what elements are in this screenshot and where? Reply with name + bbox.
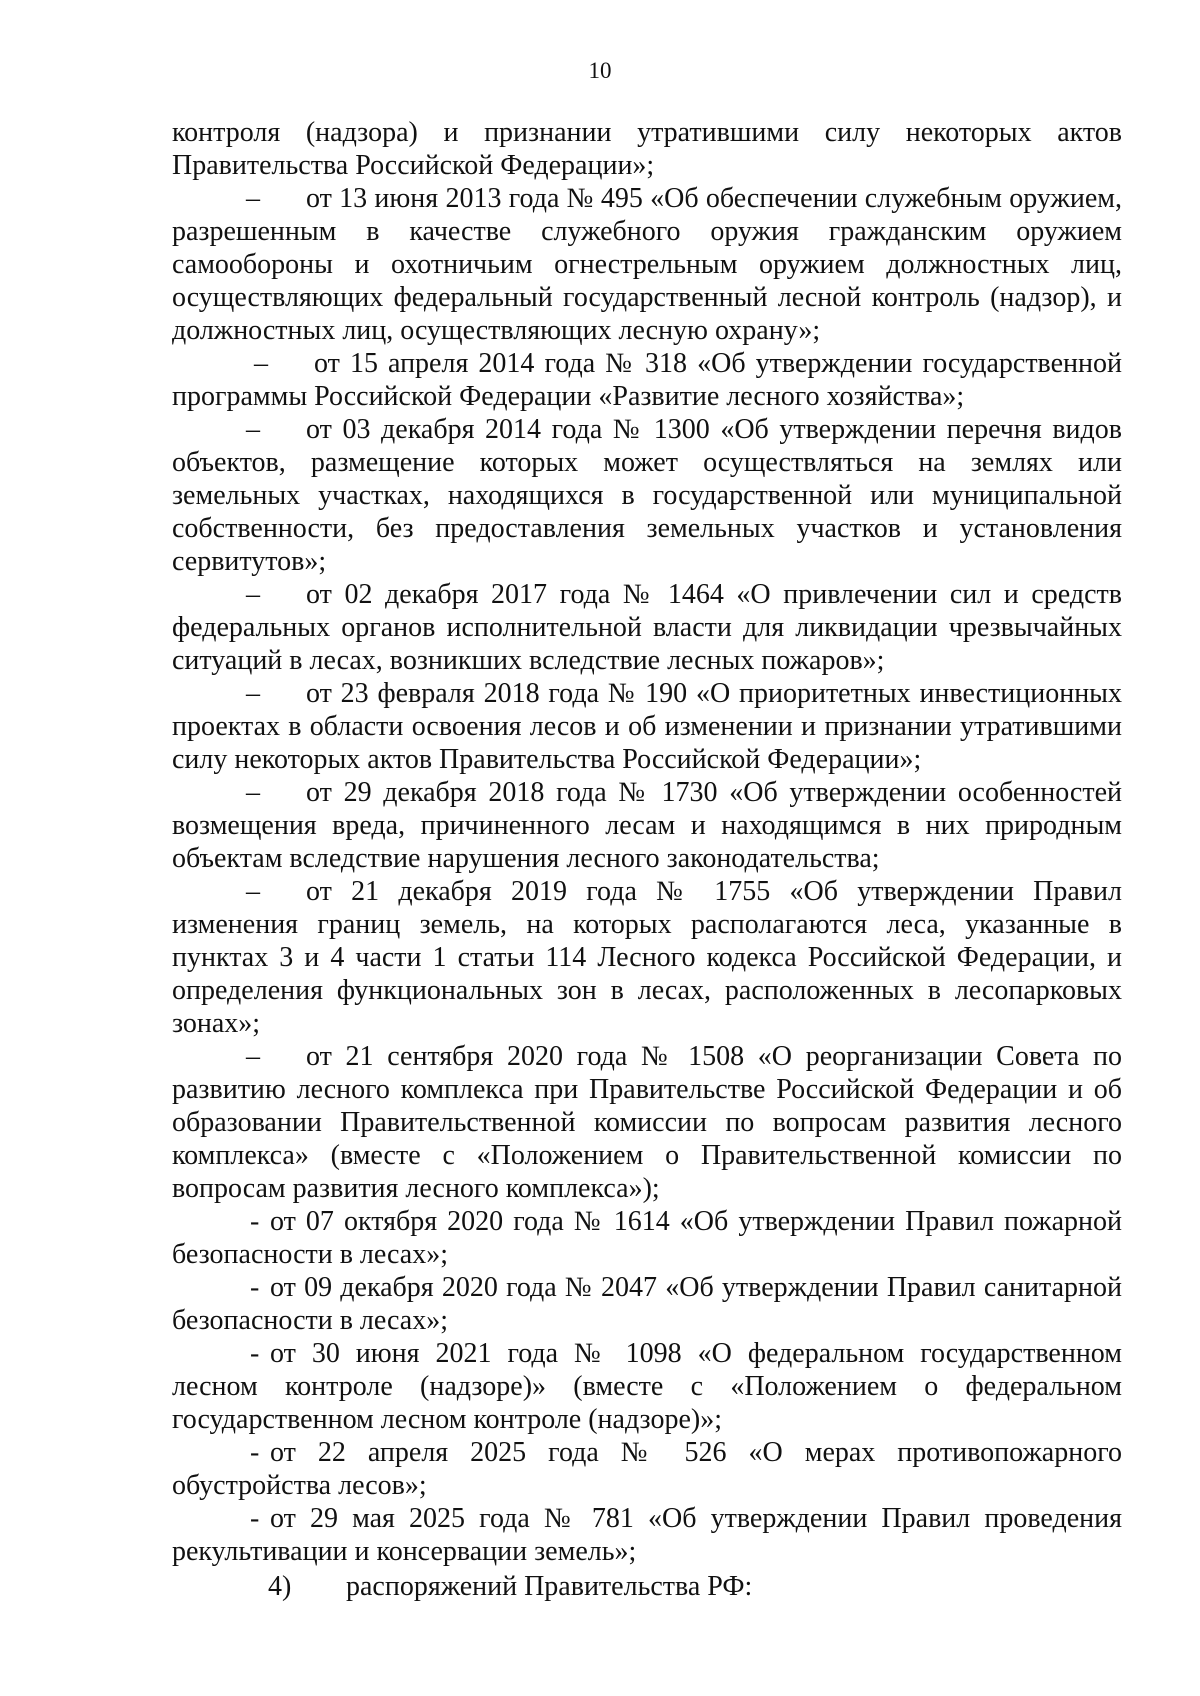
list-dash-marker: – bbox=[246, 777, 260, 808]
numbered-item-4 bbox=[172, 1570, 1122, 1603]
list-dash-marker: – bbox=[254, 348, 268, 379]
paragraph-text: от 29 декабря 2018 года № 1730 «Об утверждении особенностей возмещения вреда, причиненного лесам и находящимся в них природным объектам вследствие нарушения лесного законодательства; bbox=[172, 777, 1122, 874]
list-item-resolution-1614 bbox=[172, 1205, 1122, 1271]
list-dash-marker: – bbox=[246, 1041, 260, 1072]
list-hyphen-marker: - bbox=[250, 1272, 260, 1303]
list-dash-marker: – bbox=[246, 183, 260, 214]
list-item-resolution-1300 bbox=[172, 413, 1122, 578]
list-hyphen-marker: - bbox=[250, 1503, 260, 1534]
list-hyphen-marker: - bbox=[250, 1338, 260, 1369]
paragraph-text: от 22 апреля 2025 года № 526 «О мерах противопожарного обустройства лесов»; bbox=[172, 1437, 1122, 1501]
paragraph-text: распоряжений Правительства РФ: bbox=[346, 1571, 753, 1602]
list-dash-marker: – bbox=[246, 579, 260, 610]
paragraph-text: от 09 декабря 2020 года № 2047 «Об утверждении Правил санитарной безопасности в лесах»; bbox=[172, 1272, 1122, 1336]
paragraph-text: контроля (надзора) и признании утратившими силу некоторых актов Правительства Российской Федерации»; bbox=[172, 117, 1122, 181]
paragraph-continuation bbox=[172, 116, 1122, 182]
list-hyphen-marker: - bbox=[250, 1437, 260, 1468]
paragraph-text: от 13 июня 2013 года № 495 «Об обеспечении служебным оружием, разрешенным в качестве служебного оружия гражданским оружием самообороны и охотничьим огнестрельным оружием должностных лиц, осуществляющих федеральный государственный лесной контроль (надзор), и должностных лиц, осуществляющих лесную охрану»; bbox=[172, 183, 1122, 346]
list-dash-marker: – bbox=[246, 678, 260, 709]
document-body bbox=[172, 116, 1122, 1603]
list-item-resolution-2047 bbox=[172, 1271, 1122, 1337]
list-item-resolution-526 bbox=[172, 1436, 1122, 1502]
paragraph-text: от 07 октября 2020 года № 1614 «Об утверждении Правил пожарной безопасности в лесах»; bbox=[172, 1206, 1122, 1270]
paragraph-text: от 02 декабря 2017 года № 1464 «О привлечении сил и средств федеральных органов исполнительной власти для ликвидации чрезвычайных ситуаций в лесах, возникших вследствие лесных пожаров»; bbox=[172, 579, 1122, 676]
list-number-marker: 4) bbox=[268, 1571, 292, 1602]
paragraph-text: от 03 декабря 2014 года № 1300 «Об утверждении перечня видов объектов, размещение которых может осуществляться на землях или земельных участках, находящихся в государственной или муниципальной собственности, без предоставления земельных участков и установления сервитутов»; bbox=[172, 414, 1122, 577]
paragraph-text: от 21 декабря 2019 года № 1755 «Об утверждении Правил изменения границ земель, на которых располагаются леса, указанные в пунктах 3 и 4 части 1 статьи 114 Лесного кодекса Российской Федерации, и определения функциональных зон в лесах, расположенных в лесопарковых зонах»; bbox=[172, 876, 1122, 1039]
list-item-resolution-190 bbox=[172, 677, 1122, 776]
list-item-resolution-1464 bbox=[172, 578, 1122, 677]
list-item-resolution-318 bbox=[172, 347, 1122, 413]
list-item-resolution-1508 bbox=[172, 1040, 1122, 1205]
list-item-resolution-1098 bbox=[172, 1337, 1122, 1436]
list-dash-marker: – bbox=[246, 876, 260, 907]
list-item-resolution-495 bbox=[172, 182, 1122, 347]
paragraph-text: от 29 мая 2025 года № 781 «Об утверждении Правил проведения рекультивации и консервации земель»; bbox=[172, 1503, 1122, 1567]
paragraph-text: от 15 апреля 2014 года № 318 «Об утверждении государственной программы Российской Федерации «Развитие лесного хозяйства»; bbox=[172, 348, 1122, 412]
list-hyphen-marker: - bbox=[250, 1206, 260, 1237]
list-item-resolution-781 bbox=[172, 1502, 1122, 1568]
list-item-resolution-1730 bbox=[172, 776, 1122, 875]
paragraph-text: от 23 февраля 2018 года № 190 «О приоритетных инвестиционных проектах в области освоения лесов и об изменении и признании утратившими силу некоторых актов Правительства Российской Федерации»; bbox=[172, 678, 1122, 775]
paragraph-text: от 21 сентября 2020 года № 1508 «О реорганизации Совета по развитию лесного комплекса при Правительстве Российской Федерации и об образовании Правительственной комиссии по вопросам развития лесного комплекса» (вместе с «Положением о Правительственной комиссии по вопросам развития лесного комплекса»); bbox=[172, 1041, 1122, 1204]
list-dash-marker: – bbox=[246, 414, 260, 445]
list-item-resolution-1755 bbox=[172, 875, 1122, 1040]
page-number: 10 bbox=[588, 58, 612, 83]
paragraph-text: от 30 июня 2021 года № 1098 «О федеральном государственном лесном контроле (надзоре)» (вместе с «Положением о федеральном государственном лесном контроле (надзоре)»; bbox=[172, 1338, 1122, 1435]
